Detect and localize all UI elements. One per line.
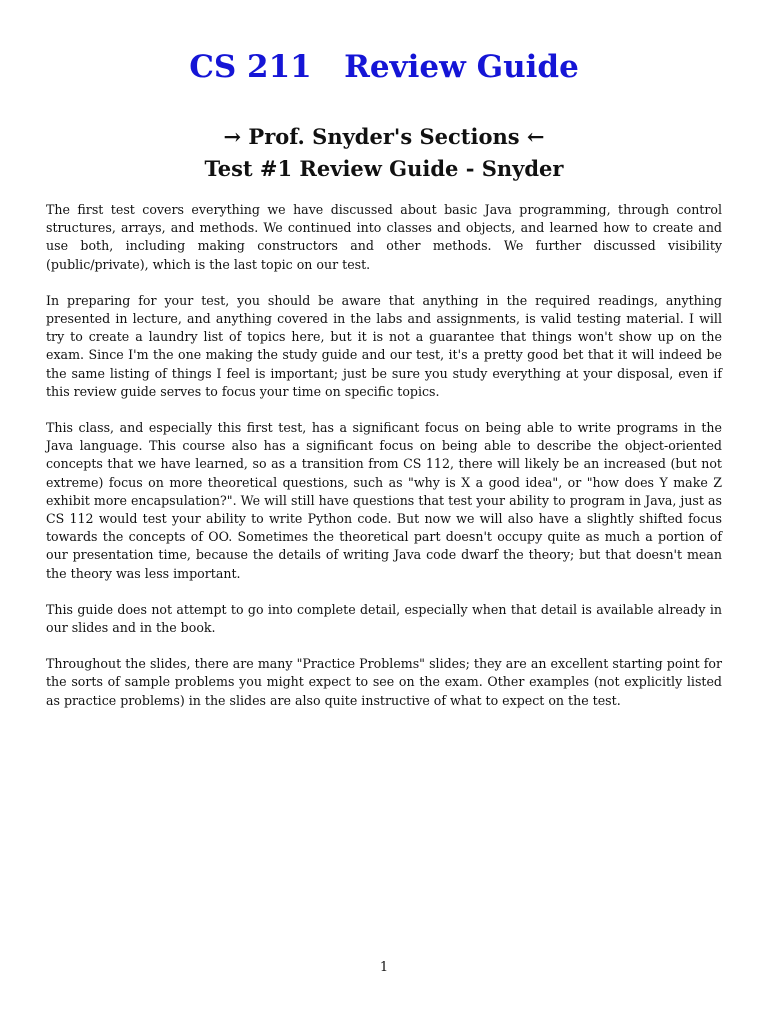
paragraph-guide-scope: This guide does not attempt to go into complete detail, especially when that detail is available already in our slides and in the book.	[46, 601, 722, 636]
page-title: CS 211 Review Guide	[189, 49, 579, 85]
body-text	[46, 201, 722, 728]
page-number: 1	[379, 960, 389, 975]
paragraph-practice-problems: Throughout the slides, there are many "Practice Problems" slides; they are an excellent starting point for the sorts of sample problems you might expect to see on the exam. Other examples (not explicitly listed as practice problems) in the slides are also quite instructive of what to expect on the test.	[46, 656, 722, 708]
paragraph-focus: This class, and especially this first test, has a significant focus on being able to write programs in the Java language. This course also has a significant focus on being able to describe the object-oriented concepts that we have learned, so as a transition from CS 112, there will likely be an increased (but not extreme) focus on more theoretical questions, such as "why is X a good idea", or "how does Y make Z exhibit more encapsulation?". We will still have questions that test your ability to program in Java, just as CS 112 would test your ability to write Python code. But now we will also have a slightly shifted focus towards the concepts of OO. Sometimes the theoretical part doesn't occupy quite as much a portion of our presentation time, because the details of writing Java code dwarf the theory; but that doesn't mean the theory was less important.	[46, 420, 722, 581]
section-subtitle: → Prof. Snyder's Sections ←	[223, 124, 545, 149]
paragraph-preparation: In preparing for your test, you should be aware that anything in the required readings, anything presented in lecture, and anything covered in the labs and assignments, is valid testing material. I will try to create a laundry list of topics here, but it is not a guarantee that things won't show up on the exam. Since I'm the one making the study guide and our test, it's a pretty good bet that it will indeed be the same listing of things I feel is important; just be sure you study everything at your disposal, even if this review guide serves to focus your time on specific topics.	[46, 292, 722, 399]
paragraph-test-coverage: The first test covers everything we have discussed about basic Java programming, through control structures, arrays, and methods. We continued into classes and objects, and learned how to create and use both, including making constructors and other methods. We further discussed visibility (public/private), which is the last topic on our test.	[46, 202, 722, 272]
test-subtitle: Test #1 Review Guide - Snyder	[204, 156, 564, 181]
